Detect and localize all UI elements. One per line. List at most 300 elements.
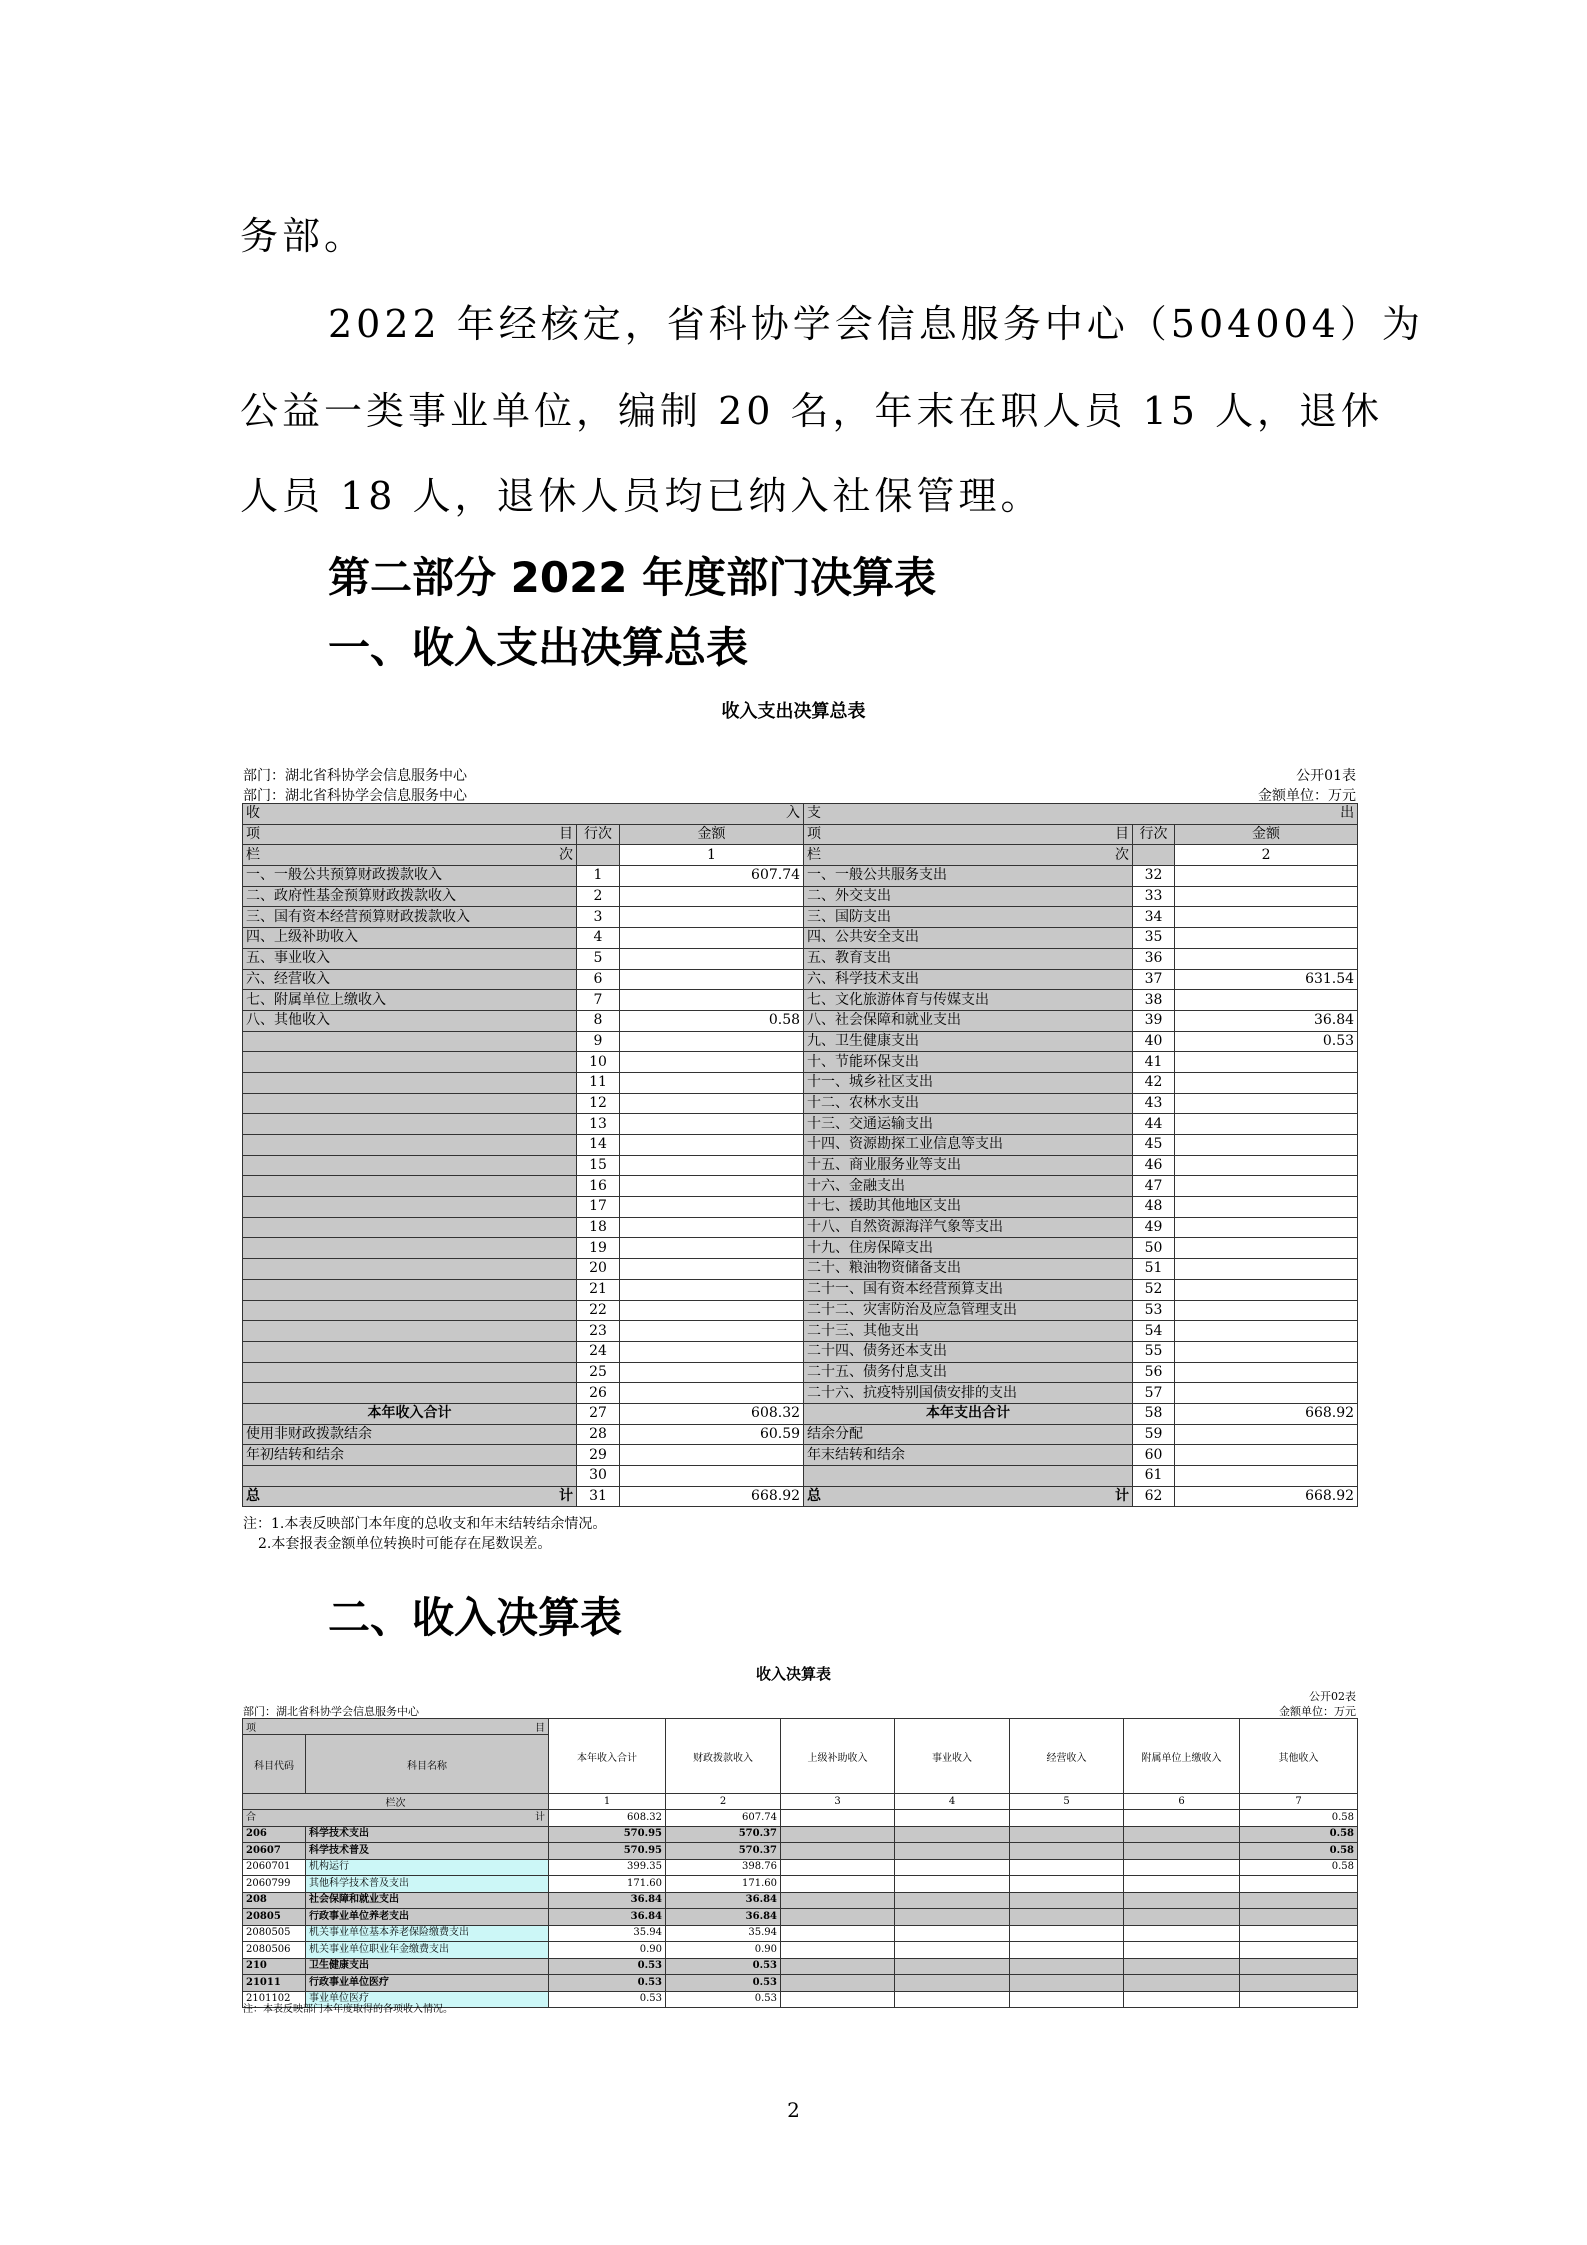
amount-cell: 0.58 — [1240, 1859, 1358, 1876]
section-heading-2: 二、收入决算表 — [328, 1593, 623, 1642]
header-blank — [1133, 845, 1175, 866]
expense-rownum: 34 — [1133, 907, 1175, 928]
amount-cell — [1010, 1876, 1124, 1893]
table-row — [243, 1300, 1358, 1321]
income-item: 六、经营收入 — [243, 969, 577, 990]
income-amount: 607.74 — [620, 866, 804, 887]
income-rownum: 1 — [577, 866, 620, 887]
amount-cell — [1010, 1909, 1124, 1926]
header-col-operating: 经营收入 — [1010, 1719, 1124, 1794]
table-row — [243, 1892, 1358, 1909]
amount-cell — [781, 1925, 895, 1942]
subject-name: 机关事业单位职业年金缴费支出 — [306, 1942, 549, 1959]
expense-total-label: 总 计 — [804, 1486, 1133, 1507]
income-item — [243, 1259, 577, 1280]
income-amount — [620, 1279, 804, 1300]
expense-amount: 36.84 — [1175, 1010, 1358, 1031]
paragraph-line: 公益一类事业单位，编制 20 名，年末在职人员 15 人，退休 — [240, 389, 1384, 433]
table-row — [243, 1383, 1358, 1404]
amount-cell — [781, 1892, 895, 1909]
expense-rownum: 62 — [1133, 1486, 1175, 1507]
income-amount — [620, 1238, 804, 1259]
total-value: 607.74 — [666, 1810, 781, 1827]
expense-amount — [1175, 866, 1358, 887]
table-row — [243, 1176, 1358, 1197]
income-amount — [620, 1321, 804, 1342]
expense-item: 十九、住房保障支出 — [804, 1238, 1133, 1259]
header-expense: 支 出 — [804, 804, 1358, 825]
column-number: 2 — [1175, 845, 1358, 866]
income-amount — [620, 1466, 804, 1487]
table-row — [243, 1197, 1358, 1218]
income-rownum: 18 — [577, 1217, 620, 1238]
subject-name: 机关事业单位基本养老保险缴费支出 — [306, 1925, 549, 1942]
amount-cell: 36.84 — [549, 1909, 666, 1926]
income-item — [243, 1031, 577, 1052]
amount-cell: 0.90 — [666, 1942, 781, 1959]
subject-code: 2080506 — [243, 1942, 306, 1959]
income-rownum: 7 — [577, 990, 620, 1011]
amount-cell — [1010, 1826, 1124, 1843]
expense-item: 二十五、债务付息支出 — [804, 1362, 1133, 1383]
income-item — [243, 1300, 577, 1321]
table-row — [243, 1010, 1358, 1031]
amount-cell: 35.94 — [666, 1925, 781, 1942]
amount-cell — [781, 1826, 895, 1843]
income-item — [243, 1362, 577, 1383]
header-column: 栏 次 — [804, 845, 1133, 866]
table-row — [243, 1466, 1358, 1487]
amount-cell — [1240, 1991, 1358, 2008]
expense-item: 二十、粮油物资储备支出 — [804, 1259, 1133, 1280]
income-amount — [620, 928, 804, 949]
income-item — [243, 1197, 577, 1218]
expense-rownum: 50 — [1133, 1238, 1175, 1259]
amount-cell — [781, 1909, 895, 1926]
income-rownum: 25 — [577, 1362, 620, 1383]
header-item: 项 目 — [243, 1719, 549, 1735]
subject-code: 206 — [243, 1826, 306, 1843]
table1-dept: 部门：湖北省科协学会信息服务中心 — [243, 788, 467, 804]
amount-cell — [1010, 1925, 1124, 1942]
table-row — [243, 1093, 1358, 1114]
total-row-label: 合 计 — [243, 1810, 549, 1827]
expense-amount — [1175, 1321, 1358, 1342]
subject-code: 2101102 — [243, 1991, 306, 2008]
amount-cell — [895, 1925, 1010, 1942]
amount-cell — [895, 1991, 1010, 2008]
expense-amount — [1175, 1300, 1358, 1321]
income-item — [243, 1321, 577, 1342]
table-row — [243, 948, 1358, 969]
header-rownum: 行次 — [577, 824, 620, 845]
income-rownum: 3 — [577, 907, 620, 928]
subject-name: 行政事业单位养老支出 — [306, 1909, 549, 1926]
amount-cell — [895, 1892, 1010, 1909]
table-row — [243, 907, 1358, 928]
table-row — [243, 1238, 1358, 1259]
table-row — [243, 1341, 1358, 1362]
amount-cell — [1124, 1991, 1240, 2008]
income-amount — [620, 1445, 804, 1466]
table1-note: 注：1.本表反映部门本年度的总收支和年末结转结余情况。 — [243, 1516, 607, 1532]
expense-item: 六、科学技术支出 — [804, 969, 1133, 990]
expense-item: 十三、交通运输支出 — [804, 1114, 1133, 1135]
total-value: 608.32 — [549, 1810, 666, 1827]
amount-cell: 0.58 — [1240, 1843, 1358, 1860]
amount-cell — [781, 1876, 895, 1893]
total-value — [781, 1810, 895, 1827]
income-rownum: 17 — [577, 1197, 620, 1218]
amount-cell — [895, 1975, 1010, 1992]
table1-form-code: 公开01表 — [1296, 768, 1356, 784]
amount-cell: 35.94 — [549, 1925, 666, 1942]
section-heading-1: 一、收入支出决算总表 — [328, 623, 749, 672]
amount-cell — [1240, 1975, 1358, 1992]
income-item: 二、政府性基金预算财政拨款收入 — [243, 886, 577, 907]
header-col-superior: 上级补助收入 — [781, 1719, 895, 1794]
income-rownum: 13 — [577, 1114, 620, 1135]
expense-item: 四、公共安全支出 — [804, 928, 1133, 949]
table1-note: 2.本套报表金额单位转换时可能存在尾数误差。 — [258, 1536, 552, 1552]
income-item — [243, 1341, 577, 1362]
table-row — [243, 1279, 1358, 1300]
expense-rownum: 56 — [1133, 1362, 1175, 1383]
expense-item: 八、社会保障和就业支出 — [804, 1010, 1133, 1031]
subject-code: 2060799 — [243, 1876, 306, 1893]
income-rownum: 22 — [577, 1300, 620, 1321]
amount-cell — [895, 1843, 1010, 1860]
income-amount — [620, 907, 804, 928]
table-row — [243, 1259, 1358, 1280]
expense-amount — [1175, 886, 1358, 907]
table-row — [243, 1925, 1358, 1942]
expense-amount — [1175, 928, 1358, 949]
expense-rownum: 47 — [1133, 1176, 1175, 1197]
amount-cell — [895, 1859, 1010, 1876]
amount-cell — [1010, 1958, 1124, 1975]
amount-cell: 570.95 — [549, 1843, 666, 1860]
amount-cell — [1240, 1892, 1358, 1909]
amount-cell — [1124, 1909, 1240, 1926]
table-row — [243, 1031, 1358, 1052]
income-subtotal-label: 本年收入合计 — [243, 1403, 577, 1424]
column-number: 2 — [666, 1794, 781, 1810]
expense-rownum: 42 — [1133, 1072, 1175, 1093]
amount-cell: 570.37 — [666, 1826, 781, 1843]
income-amount — [620, 1072, 804, 1093]
amount-cell — [1124, 1826, 1240, 1843]
table-row — [243, 1424, 1358, 1445]
amount-cell: 0.53 — [666, 1958, 781, 1975]
expense-amount — [1175, 1217, 1358, 1238]
income-item — [243, 1052, 577, 1073]
expense-item: 一、一般公共服务支出 — [804, 866, 1133, 887]
amount-cell — [895, 1942, 1010, 1959]
amount-cell: 0.90 — [549, 1942, 666, 1959]
expense-amount — [1175, 1052, 1358, 1073]
income-item — [243, 1383, 577, 1404]
expense-amount — [1175, 948, 1358, 969]
amount-cell — [1124, 1876, 1240, 1893]
income-rownum: 8 — [577, 1010, 620, 1031]
expense-rownum: 44 — [1133, 1114, 1175, 1135]
income-amount — [620, 1341, 804, 1362]
income-expense-table — [242, 803, 1358, 1507]
subject-name: 科学技术支出 — [306, 1826, 549, 1843]
expense-rownum: 32 — [1133, 866, 1175, 887]
income-rownum: 31 — [577, 1486, 620, 1507]
header-amount: 金额 — [1175, 824, 1358, 845]
amount-cell: 398.76 — [666, 1859, 781, 1876]
paragraph-line: 务部。 — [240, 214, 367, 258]
header-code: 科目代码 — [243, 1735, 306, 1794]
table-row — [243, 1114, 1358, 1135]
table-row — [243, 990, 1358, 1011]
subject-code: 21011 — [243, 1975, 306, 1992]
header-column: 栏 次 — [243, 845, 577, 866]
expense-amount — [1175, 1445, 1358, 1466]
expense-item: 五、教育支出 — [804, 948, 1133, 969]
income-rownum: 21 — [577, 1279, 620, 1300]
table2-title: 收入决算表 — [755, 1665, 831, 1683]
expense-amount — [1175, 1279, 1358, 1300]
amount-cell — [1010, 1859, 1124, 1876]
expense-amount — [1175, 1362, 1358, 1383]
subject-name: 社会保障和就业支出 — [306, 1892, 549, 1909]
amount-cell — [1240, 1909, 1358, 1926]
income-item: 使用非财政拨款结余 — [243, 1424, 577, 1445]
expense-rownum: 40 — [1133, 1031, 1175, 1052]
expense-item: 十四、资源勘探工业信息等支出 — [804, 1135, 1133, 1156]
expense-item: 二十三、其他支出 — [804, 1321, 1133, 1342]
expense-amount — [1175, 1424, 1358, 1445]
expense-rownum: 45 — [1133, 1135, 1175, 1156]
amount-cell — [1240, 1925, 1358, 1942]
header-col-affiliated: 附属单位上缴收入 — [1124, 1719, 1240, 1794]
subtotal-row — [243, 1403, 1358, 1424]
amount-cell — [1124, 1975, 1240, 1992]
income-amount — [620, 1093, 804, 1114]
table-row — [243, 1843, 1358, 1860]
amount-cell — [781, 1975, 895, 1992]
expense-amount — [1175, 1093, 1358, 1114]
income-item: 七、附属单位上缴收入 — [243, 990, 577, 1011]
expense-item: 年末结转和结余 — [804, 1445, 1133, 1466]
income-rownum: 23 — [577, 1321, 620, 1342]
income-rownum: 11 — [577, 1072, 620, 1093]
expense-item: 二十一、国有资本经营预算支出 — [804, 1279, 1133, 1300]
subject-code: 208 — [243, 1892, 306, 1909]
total-value — [895, 1810, 1010, 1827]
income-amount — [620, 1300, 804, 1321]
expense-subtotal-label: 本年支出合计 — [804, 1403, 1133, 1424]
expense-item: 二十四、债务还本支出 — [804, 1341, 1133, 1362]
table-row — [243, 1217, 1358, 1238]
amount-cell — [781, 1843, 895, 1860]
column-number: 4 — [895, 1794, 1010, 1810]
amount-cell: 570.37 — [666, 1843, 781, 1860]
table1-dept: 部门：湖北省科协学会信息服务中心 — [243, 768, 467, 784]
income-rownum: 30 — [577, 1466, 620, 1487]
expense-amount — [1175, 1155, 1358, 1176]
amount-cell — [1124, 1859, 1240, 1876]
expense-item: 二十六、抗疫特别国债安排的支出 — [804, 1383, 1133, 1404]
table-row — [243, 1876, 1358, 1893]
amount-cell — [1124, 1958, 1240, 1975]
amount-cell — [781, 1942, 895, 1959]
expense-rownum: 41 — [1133, 1052, 1175, 1073]
amount-cell — [895, 1958, 1010, 1975]
header-blank — [577, 845, 620, 866]
expense-amount — [1175, 1259, 1358, 1280]
amount-cell — [1240, 1876, 1358, 1893]
amount-cell: 0.53 — [666, 1991, 781, 2008]
table-row — [243, 1958, 1358, 1975]
income-amount — [620, 1135, 804, 1156]
expense-item: 十一、城乡社区支出 — [804, 1072, 1133, 1093]
income-item — [243, 1155, 577, 1176]
amount-cell: 0.53 — [549, 1991, 666, 2008]
income-rownum: 16 — [577, 1176, 620, 1197]
expense-amount — [1175, 1176, 1358, 1197]
amount-cell — [895, 1909, 1010, 1926]
expense-rownum: 61 — [1133, 1466, 1175, 1487]
table-row — [243, 969, 1358, 990]
income-amount — [620, 1362, 804, 1383]
amount-cell — [1240, 1958, 1358, 1975]
table-row — [243, 1975, 1358, 1992]
expense-rownum: 49 — [1133, 1217, 1175, 1238]
income-item — [243, 1217, 577, 1238]
amount-cell — [895, 1876, 1010, 1893]
income-table — [242, 1718, 1358, 2008]
income-rownum: 26 — [577, 1383, 620, 1404]
amount-cell: 0.53 — [666, 1975, 781, 1992]
amount-cell: 0.53 — [549, 1975, 666, 1992]
income-item — [243, 1093, 577, 1114]
amount-cell — [1124, 1843, 1240, 1860]
income-amount — [620, 1155, 804, 1176]
expense-rownum: 52 — [1133, 1279, 1175, 1300]
expense-item: 二、外交支出 — [804, 886, 1133, 907]
table-row — [243, 1155, 1358, 1176]
table-row — [243, 1072, 1358, 1093]
expense-amount — [1175, 990, 1358, 1011]
income-rownum: 4 — [577, 928, 620, 949]
expense-amount — [1175, 1114, 1358, 1135]
subject-name: 事业单位医疗 — [306, 1991, 549, 2008]
income-subtotal: 608.32 — [620, 1403, 804, 1424]
table-row — [243, 866, 1358, 887]
income-rownum: 9 — [577, 1031, 620, 1052]
table-row — [243, 928, 1358, 949]
income-rownum: 5 — [577, 948, 620, 969]
column-number: 5 — [1010, 1794, 1124, 1810]
amount-cell: 0.53 — [549, 1958, 666, 1975]
expense-rownum: 39 — [1133, 1010, 1175, 1031]
grand-total-row — [243, 1486, 1358, 1507]
income-rownum: 12 — [577, 1093, 620, 1114]
header-col-fiscal: 财政拨款收入 — [666, 1719, 781, 1794]
amount-cell — [1010, 1975, 1124, 1992]
income-item — [243, 1072, 577, 1093]
table-row — [243, 1052, 1358, 1073]
expense-rownum: 55 — [1133, 1341, 1175, 1362]
paragraph-line: 人员 18 人，退休人员均已纳入社保管理。 — [240, 474, 1043, 518]
income-item — [243, 1279, 577, 1300]
expense-rownum: 58 — [1133, 1403, 1175, 1424]
header-col-total: 本年收入合计 — [549, 1719, 666, 1794]
table-row — [243, 1362, 1358, 1383]
income-rownum: 10 — [577, 1052, 620, 1073]
paragraph-line: 2022 年经核定，省科协学会信息服务中心（504004）为 — [328, 302, 1424, 346]
expense-item: 十二、农林水支出 — [804, 1093, 1133, 1114]
expense-rownum: 51 — [1133, 1259, 1175, 1280]
expense-rownum: 48 — [1133, 1197, 1175, 1218]
income-item — [243, 1135, 577, 1156]
amount-cell — [781, 1991, 895, 2008]
expense-item: 十八、自然资源海洋气象等支出 — [804, 1217, 1133, 1238]
table-row — [243, 1909, 1358, 1926]
expense-subtotal: 668.92 — [1175, 1403, 1358, 1424]
header-amount: 金额 — [620, 824, 804, 845]
expense-item — [804, 1466, 1133, 1487]
subject-name: 科学技术普及 — [306, 1843, 549, 1860]
expense-rownum: 53 — [1133, 1300, 1175, 1321]
expense-item: 十五、商业服务业等支出 — [804, 1155, 1133, 1176]
income-amount — [620, 1259, 804, 1280]
income-rownum: 29 — [577, 1445, 620, 1466]
income-amount — [620, 948, 804, 969]
table-row — [243, 1942, 1358, 1959]
income-rownum: 27 — [577, 1403, 620, 1424]
income-rownum: 20 — [577, 1259, 620, 1280]
table-row — [243, 1321, 1358, 1342]
income-item: 年初结转和结余 — [243, 1445, 577, 1466]
column-number: 6 — [1124, 1794, 1240, 1810]
expense-rownum: 38 — [1133, 990, 1175, 1011]
amount-cell: 36.84 — [666, 1892, 781, 1909]
expense-rownum: 46 — [1133, 1155, 1175, 1176]
total-value — [1010, 1810, 1124, 1827]
amount-cell — [1124, 1942, 1240, 1959]
amount-cell — [1124, 1925, 1240, 1942]
subject-name: 机构运行 — [306, 1859, 549, 1876]
income-amount — [620, 1197, 804, 1218]
income-amount — [620, 1114, 804, 1135]
amount-cell: 0.58 — [1240, 1826, 1358, 1843]
amount-cell — [781, 1859, 895, 1876]
table2-form-code: 公开02表 — [1309, 1690, 1356, 1703]
table1-unit: 金额单位：万元 — [1258, 788, 1356, 804]
total-value — [1124, 1810, 1240, 1827]
expense-rownum: 36 — [1133, 948, 1175, 969]
header-item: 项 目 — [804, 824, 1133, 845]
expense-amount — [1175, 1466, 1358, 1487]
header-income: 收 入 — [243, 804, 804, 825]
expense-item: 三、国防支出 — [804, 907, 1133, 928]
income-item: 一、一般公共预算财政拨款收入 — [243, 866, 577, 887]
subject-name: 其他科学技术普及支出 — [306, 1876, 549, 1893]
table-row — [243, 886, 1358, 907]
income-rownum: 15 — [577, 1155, 620, 1176]
table-row — [243, 1826, 1358, 1843]
expense-item: 九、卫生健康支出 — [804, 1031, 1133, 1052]
amount-cell: 171.60 — [666, 1876, 781, 1893]
table2-note: 注：本表反映部门本年度取得的各项收入情况。 — [243, 2004, 453, 2015]
income-total-label: 总 计 — [243, 1486, 577, 1507]
